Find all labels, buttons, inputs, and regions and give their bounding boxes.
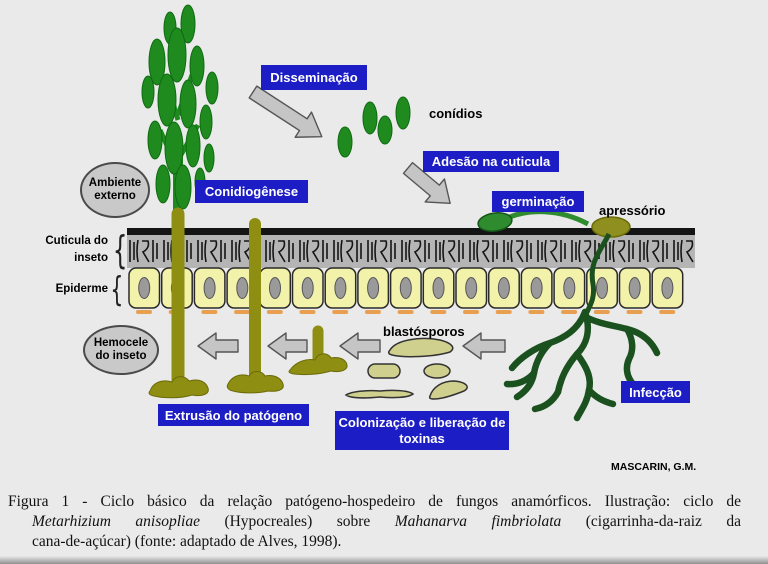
cell-nucleus [466,278,477,299]
label-epiderme: Epiderme [55,283,108,295]
cell-nucleus [139,278,150,299]
cell-nucleus [368,278,379,299]
caption-line-2 [32,512,741,532]
caption-line-1: Figura 1 - Ciclo básico da relação patógeno-hospedeiro de fungos anamórficos. Ilustração: ciclo de [8,493,741,510]
label-cuticula-do-inseto: Cuticula do inseto [45,235,108,264]
cell-nucleus [270,278,281,299]
label-extrusao: Extrusão do patógeno [158,404,309,426]
species-name-pathogen: Metarhizium anisopliae [32,513,200,530]
basement-dash [561,310,577,314]
left-arrow-icon [340,333,380,359]
basement-dash [430,310,446,314]
appressorium-shape [592,217,630,237]
cell-nucleus [629,278,640,299]
left-arrow-icon [463,333,505,359]
basement-dash [528,310,544,314]
basement-dash [365,310,381,314]
bubble-ambiente-externo: Ambiente externo [80,162,150,218]
basement-dash [267,310,283,314]
label-blastosporos: blastósporos [383,324,465,339]
cell-nucleus [302,278,313,299]
basement-dash [463,310,479,314]
species-name-host: Mahanarva fimbriolata [394,513,562,530]
left-arrow-icon [268,333,307,359]
label-disseminacao: Disseminação [261,65,367,90]
label-adesao-na-cuticula: Adesão na cuticula [423,151,559,172]
cell-nucleus [498,278,509,299]
caption-text: (cigarrinha-da-raiz da [561,513,741,530]
basement-dash [332,310,348,314]
conidia [338,97,410,157]
bubble-hemocele: Hemocele do inseto [83,325,159,375]
cell-nucleus [433,278,444,299]
label-infeccao: Infecção [621,381,690,403]
cuticle-bracket: { [112,228,128,272]
basement-dash [300,310,316,314]
cell-nucleus [662,278,673,299]
basement-dash [201,310,217,314]
epidermis-cells [129,268,683,314]
basement-dash [496,310,512,314]
basement-dash [627,310,643,314]
left-arrow-icon [198,333,238,359]
extrusion-foot [289,354,347,375]
author-credit: MASCARIN, G.M. [611,461,697,473]
cell-nucleus [335,278,346,299]
label-conidiogenese: Conidiogênese [195,180,308,203]
basement-dash [398,310,414,314]
basement-dash [234,310,250,314]
cell-nucleus [564,278,575,299]
label-conidios: conídios [429,106,483,121]
bottom-shadow [0,556,768,564]
cell-nucleus [204,278,215,299]
caption-text: (Hypocreales) sobre [199,513,395,530]
label-apressorio: apressório [599,203,666,218]
caption-line-3: cana-de-açúcar) (fonte: adaptado de Alves, 1998). [32,533,342,550]
cell-nucleus [237,278,248,299]
epidermis-bracket: { [110,270,124,310]
extrusion-foot [227,371,283,392]
cell-nucleus [400,278,411,299]
basement-dash [594,310,610,314]
insect-integument [127,228,695,314]
label-colonizacao: Colonização e liberação de toxinas [335,411,509,450]
basement-dash [136,310,152,314]
figure-caption [8,492,741,552]
basement-dash [659,310,675,314]
flow-arrows [198,79,505,359]
cell-nucleus [531,278,542,299]
label-germinacao: germinação [492,191,584,212]
extrusion-foot [149,377,208,398]
cuticle-band [127,235,695,268]
cell-nucleus [597,278,608,299]
